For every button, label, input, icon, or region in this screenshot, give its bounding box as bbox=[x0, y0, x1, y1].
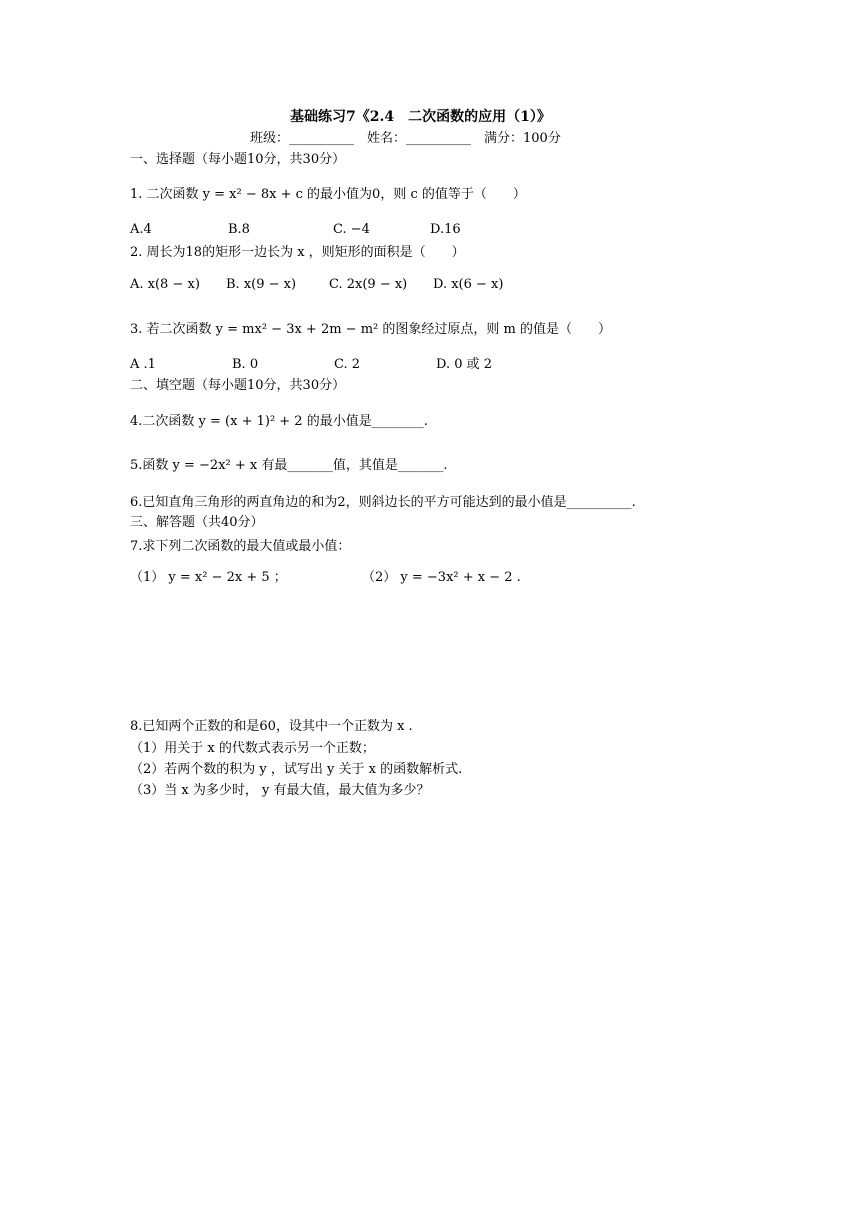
question-7-stem: 7.求下列二次函数的最大值或最小值： bbox=[130, 539, 351, 554]
question-2-option-d: D. x(6 − x) bbox=[433, 277, 504, 292]
section-heading-fill: 二、填空题（每小题10分，共30分） bbox=[130, 378, 346, 393]
question-2-option-a: A. x(8 − x) bbox=[130, 277, 200, 292]
question-4: 4.二次函数 y = (x + 1)² + 2 的最小值是________. bbox=[130, 414, 428, 429]
question-3-option-d: D. 0 或 2 bbox=[436, 357, 493, 372]
section-heading-solve: 三、解答题（共40分） bbox=[130, 515, 264, 530]
question-1-stem: 1. 二次函数 y = x² − 8x + c 的最小值为0，则 c 的值等于（ ） bbox=[130, 187, 526, 202]
question-7-part-2: （2） y = −3x² + x − 2 . bbox=[362, 570, 521, 585]
question-7-part-1: （1） y = x² − 2x + 5 ； bbox=[130, 570, 287, 585]
question-3-stem: 3. 若二次函数 y = mx² − 3x + 2m − m² 的图象经过原点，则 m 的值是（ ） bbox=[130, 322, 611, 337]
question-3-option-b: B. 0 bbox=[232, 357, 259, 372]
section-heading-choice: 一、选择题（每小题10分，共30分） bbox=[130, 152, 346, 167]
question-2-option-b: B. x(9 − x) bbox=[226, 277, 297, 292]
question-3-option-c: C. 2 bbox=[334, 357, 361, 372]
question-8-part-3: （3）当 x 为多少时， y 有最大值，最大值为多少？ bbox=[130, 783, 430, 798]
question-8-part-1: （1）用关于 x 的代数式表示另一个正数； bbox=[130, 741, 375, 756]
question-1-option-c: C. −4 bbox=[333, 222, 370, 237]
question-1-option-d: D.16 bbox=[430, 222, 461, 237]
question-2-stem: 2. 周长为18的矩形一边长为 x ，则矩形的面积是（ ） bbox=[130, 245, 465, 260]
question-8-part-2: （2）若两个数的积为 y ，试写出 y 关于 x 的函数解析式. bbox=[130, 762, 463, 777]
student-info-line: 班级：__________ 姓名：__________ 满分：100分 bbox=[250, 131, 561, 146]
question-5: 5.函数 y = −2x² + x 有最_______值，其值是_______. bbox=[130, 458, 448, 473]
question-2-option-c: C. 2x(9 − x) bbox=[329, 277, 408, 292]
question-1-option-a: A.4 bbox=[130, 222, 152, 237]
question-1-option-b: B.8 bbox=[228, 222, 250, 237]
question-3-option-a: A .1 bbox=[130, 357, 156, 372]
page-title: 基础练习7《2.4 二次函数的应用（1）》 bbox=[290, 109, 551, 125]
question-8-stem: 8.已知两个正数的和是60，设其中一个正数为 x . bbox=[130, 719, 413, 734]
question-6: 6.已知直角三角形的两直角边的和为2，则斜边长的平方可能达到的最小值是__________. bbox=[130, 495, 636, 510]
